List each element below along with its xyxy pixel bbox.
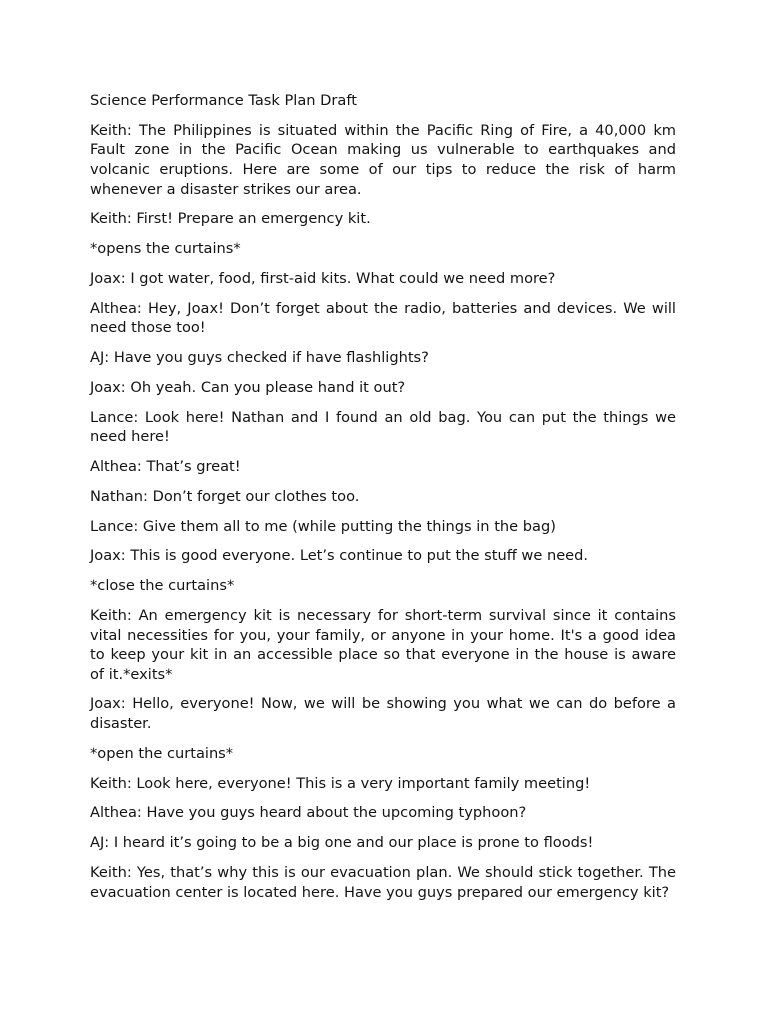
paragraph: Nathan: Don’t forget our clothes too. [90, 487, 360, 505]
paragraph: AJ: Have you guys checked if have flashlights? [90, 349, 429, 367]
paragraph: Althea: Hey, Joax! Don’t forget about the radio, batteries and devices. We will need those too! [90, 299, 676, 337]
paragraph: Althea: Have you guys heard about the upcoming typhoon? [90, 804, 527, 822]
paragraph: Joax: Oh yeah. Can you please hand it out? [90, 378, 406, 396]
paragraph: Althea: That’s great! [90, 458, 241, 475]
stage-direction: *close the curtains* [90, 577, 235, 595]
paragraph: Lance: Look here! Nathan and I found an old bag. You can put the things we need here! [90, 408, 676, 446]
paragraph: Keith: Yes, that’s why this is our evacuation plan. We should stick together. The evacuation center is located here. Have you guys prepared our emergency kit? [90, 863, 676, 901]
stage-direction: *open the curtains* [90, 744, 234, 762]
paragraph: Joax: I got water, food, first-aid kits. What could we need more? [90, 269, 556, 287]
paragraph: AJ: I heard it’s going to be a big one and our place is prone to floods! [90, 834, 594, 852]
paragraph: Lance: Give them all to me (while putting the things in the bag) [90, 517, 556, 535]
paragraph: Joax: This is good everyone. Let’s continue to put the stuff we need. [90, 547, 589, 565]
stage-direction: *opens the curtains* [90, 240, 241, 258]
paragraph: Keith: The Philippines is situated within the Pacific Ring of Fire, a 40,000 km Fault zone in the Pacific Ocean making us vulnerable to earthquakes and volcanic eruptions. Here are some of our tips to reduce the risk of harm whenever a disaster strikes our area. [90, 121, 676, 198]
paragraph: Keith: Look here, everyone! This is a very important family meeting! [90, 774, 591, 792]
paragraph: Joax: Hello, everyone! Now, we will be showing you what we can do before a disaster. [90, 695, 676, 733]
paragraph: Keith: An emergency kit is necessary for short-term survival since it contains vital necessities for you, your family, or anyone in your home. It's a good idea to keep your kit in an accessible place so that everyone in the house is aware of it.*exits* [90, 606, 676, 683]
document-page [90, 91, 676, 912]
paragraph: Keith: First! Prepare an emergency kit. [90, 210, 371, 228]
document-title: Science Performance Task Plan Draft [90, 92, 357, 109]
